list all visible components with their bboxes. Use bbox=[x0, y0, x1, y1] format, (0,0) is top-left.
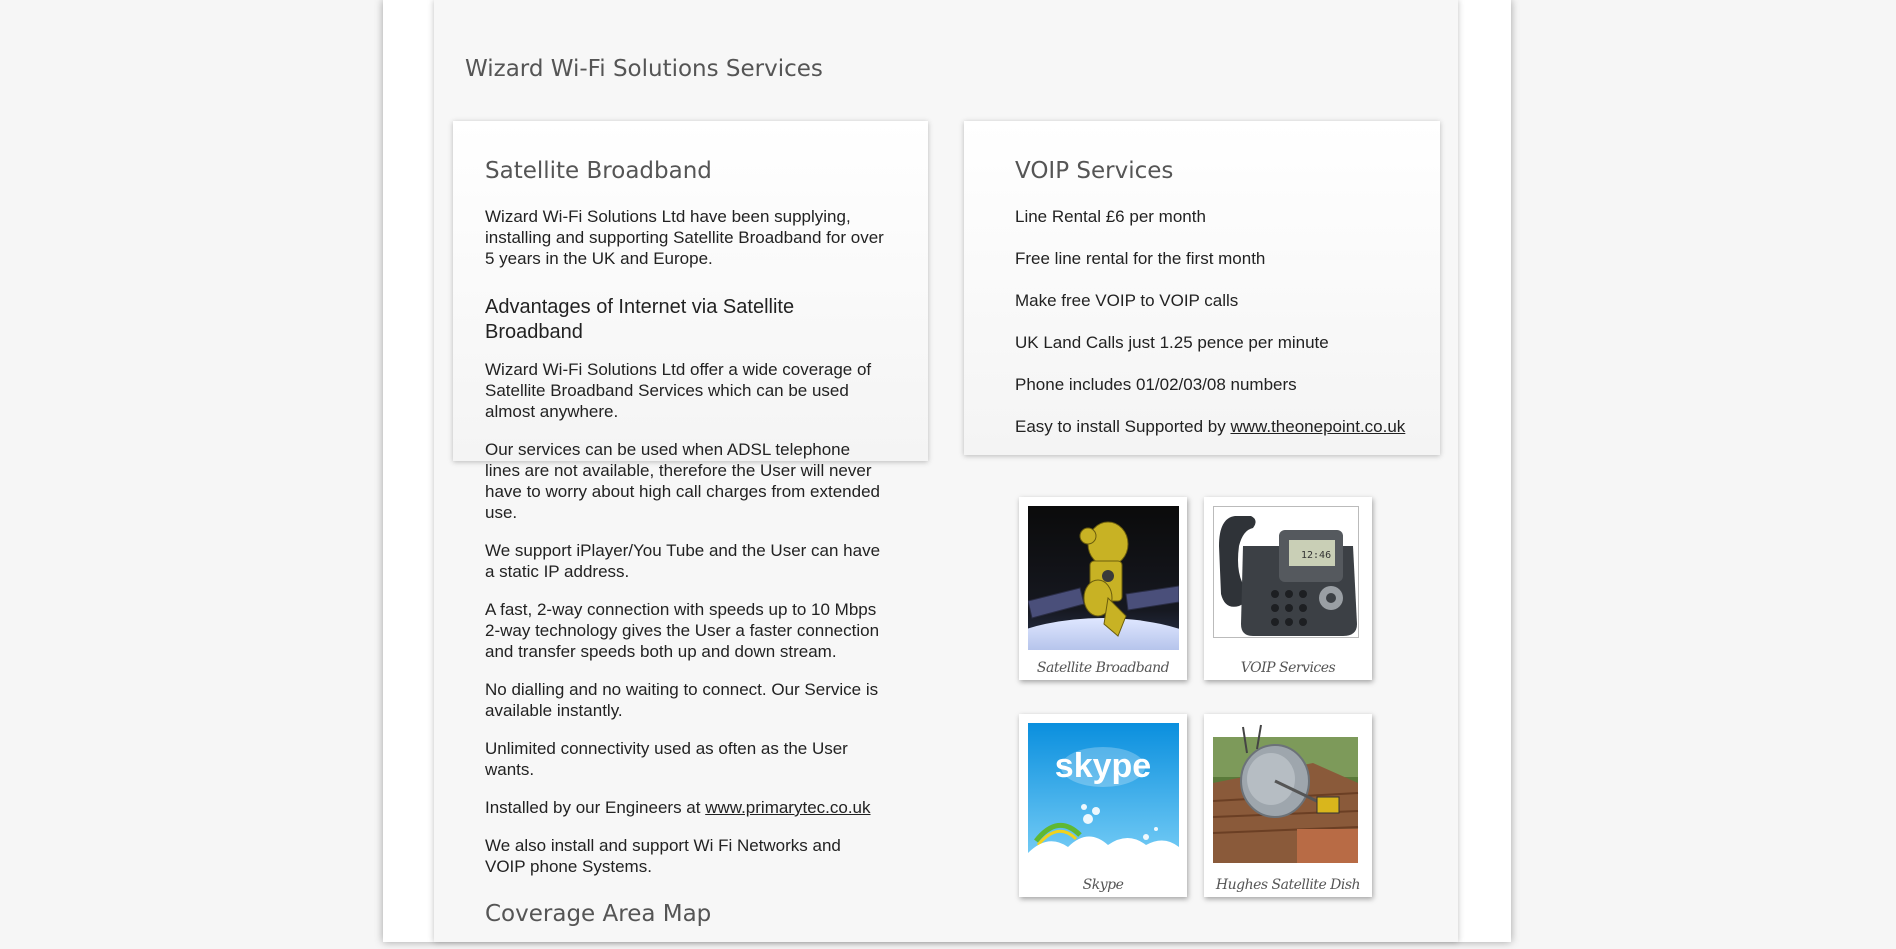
gallery-voip-services[interactable] bbox=[1204, 497, 1372, 680]
advantage-paragraph: A fast, 2-way connection with speeds up to 10 Mbps 2-way technology gives the User a faster connection and transfer speeds both up and down stream. bbox=[485, 600, 880, 661]
satellite-image bbox=[1028, 506, 1179, 650]
voip-item: UK Land Calls just 1.25 pence per minute bbox=[1015, 333, 1329, 352]
gallery-satellite-dish[interactable] bbox=[1204, 714, 1372, 897]
satellite-heading: Satellite Broadband bbox=[485, 158, 712, 184]
voip-phone-image bbox=[1213, 506, 1364, 650]
voip-install-prefix: Easy to install Supported by bbox=[1015, 417, 1231, 436]
gallery-caption: Skype bbox=[1082, 877, 1124, 893]
gallery-caption: Hughes Satellite Dish bbox=[1215, 877, 1361, 893]
skype-image bbox=[1028, 723, 1179, 867]
advantage-paragraph: No dialling and no waiting to connect. Our Service is available instantly. bbox=[485, 680, 879, 720]
also-install-text: We also install and support Wi Fi Networks and VOIP phone Systems. bbox=[485, 836, 841, 876]
gallery-satellite-broadband[interactable] bbox=[1019, 497, 1187, 680]
gallery-caption: Satellite Broadband bbox=[1036, 660, 1170, 676]
voip-item: Free line rental for the first month bbox=[1015, 249, 1266, 268]
satellite-section bbox=[485, 156, 885, 949]
gallery-skype[interactable] bbox=[1019, 714, 1187, 897]
svg-text:skype: skype bbox=[1054, 747, 1152, 785]
voip-install-text bbox=[1015, 416, 1435, 437]
satellite-intro: Wizard Wi-Fi Solutions Ltd have been supplying, installing and supporting Satellite Broadband for over 5 years in the UK and Europe. bbox=[485, 207, 884, 268]
satellite-dish-image bbox=[1213, 723, 1364, 867]
voip-item: Phone includes 01/02/03/08 numbers bbox=[1015, 375, 1297, 394]
installed-by-text bbox=[485, 797, 885, 818]
voip-item: Line Rental £6 per month bbox=[1015, 207, 1206, 226]
voip-item: Make free VOIP to VOIP calls bbox=[1015, 291, 1239, 310]
svg-text:12:46: 12:46 bbox=[1301, 550, 1332, 561]
gallery-caption: VOIP Services bbox=[1240, 660, 1336, 676]
advantage-paragraph: Wizard Wi-Fi Solutions Ltd offer a wide coverage of Satellite Broadband Services which can be used almost anywhere. bbox=[485, 360, 872, 421]
theonepoint-link[interactable]: www.theonepoint.co.uk bbox=[1230, 417, 1406, 436]
advantage-paragraph: We support iPlayer/You Tube and the User can have a static IP address. bbox=[485, 541, 881, 581]
primarytec-link[interactable]: www.primarytec.co.uk bbox=[705, 798, 871, 817]
voip-heading: VOIP Services bbox=[1015, 158, 1174, 184]
advantage-paragraph: Unlimited connectivity used as often as the User wants. bbox=[485, 739, 848, 779]
page-title: Wizard Wi-Fi Solutions Services bbox=[465, 56, 823, 82]
advantages-heading: Advantages of Internet via Satellite Broadband bbox=[485, 296, 795, 343]
voip-section bbox=[1015, 156, 1435, 458]
coverage-heading: Coverage Area Map bbox=[485, 901, 712, 927]
installed-by-prefix: Installed by our Engineers at bbox=[485, 798, 706, 817]
advantage-paragraph: Our services can be used when ADSL telephone lines are not available, therefore the User will never have to worry about high call charges from extended use. bbox=[485, 440, 881, 522]
